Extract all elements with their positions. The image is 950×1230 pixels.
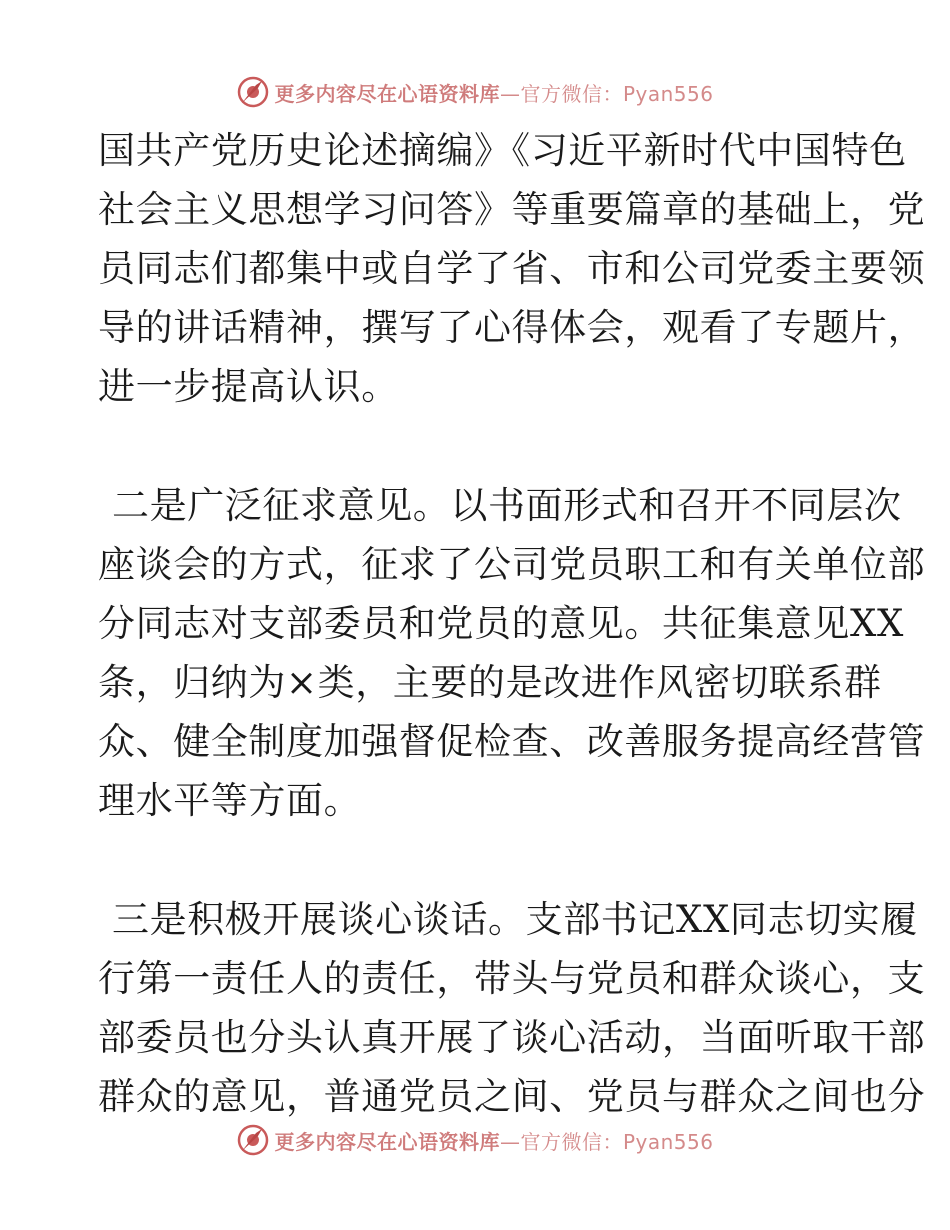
text-line: 进一步提高认识。	[98, 365, 399, 408]
text-line: 导的讲话精神，撰写了心得体会，观看了专题片，	[98, 306, 926, 349]
text-line: 员同志们都集中或自学了省、市和公司党委主要领	[98, 247, 926, 290]
document-body	[98, 121, 926, 1126]
footer-brand-text: 更多内容尽在心语资料库—官方微信：Pyan556	[274, 1129, 714, 1154]
text-line: 二是广泛征求意见。以书面形式和召开不同层次	[112, 484, 902, 527]
header-brand-text: 更多内容尽在心语资料库—官方微信：Pyan556	[274, 81, 714, 106]
text-line: 行第一责任人的责任，带头与党员和群众谈心，支	[98, 957, 926, 1000]
text-line: 国共产党历史论述摘编》《习近平新时代中国特色	[98, 129, 907, 172]
text-line: 众、健全制度加强督促检查、改善服务提高经营管	[98, 720, 926, 763]
header-watermark	[0, 72, 950, 112]
brand-logo-icon	[236, 1123, 270, 1157]
paragraph	[98, 121, 926, 416]
footer-watermark	[0, 1120, 950, 1160]
paragraph	[98, 890, 926, 1126]
paragraph	[98, 476, 926, 830]
text-line: 条，归纳为×类，主要的是改进作风密切联系群	[98, 661, 882, 704]
brand-logo-icon	[236, 75, 270, 109]
text-line: 部委员也分头认真开展了谈心活动，当面听取干部	[98, 1016, 926, 1059]
text-line: 分同志对支部委员和党员的意见。共征集意见XX	[98, 602, 904, 645]
text-line: 三是积极开展谈心谈话。支部书记XX同志切实履	[112, 898, 918, 941]
text-line: 座谈会的方式，征求了公司党员职工和有关单位部	[98, 543, 926, 586]
paragraph-gap	[98, 416, 858, 476]
text-line: 社会主义思想学习问答》等重要篇章的基础上，党	[98, 188, 926, 231]
text-line: 理水平等方面。	[98, 779, 362, 822]
paragraph-gap	[98, 830, 858, 890]
text-line: 群众的意见，普通党员之间、党员与群众之间也分	[98, 1075, 926, 1118]
